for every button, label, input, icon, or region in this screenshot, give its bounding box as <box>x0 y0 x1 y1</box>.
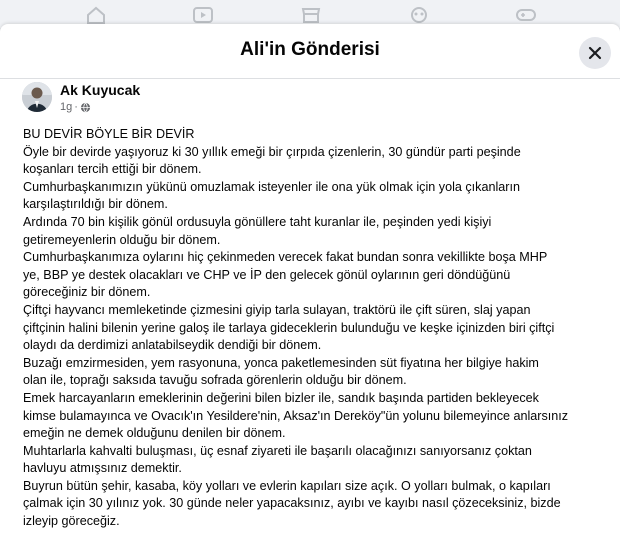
post-text-line: çalmak için 30 yılınız yok. 30 günde neler yapacaksınız, ayıbı ve kayıbı nasıl çözeceksiniz, bizde <box>23 496 561 511</box>
close-button[interactable] <box>579 37 611 69</box>
post-text-line: Öyle bir devirde yaşıyoruz ki 30 yıllık emeği bir çırpıda çizenlerin, 30 gündür parti peşinde <box>23 144 521 159</box>
post-text-line: getiremeyenlerin olduğu bir dönem. <box>23 232 221 247</box>
post-text-line: koşanları tercih ettiği bir dönem. <box>23 162 202 177</box>
post-text-line: olaydı da derdimizi anlatabilseydik dendiği bir dönem. <box>23 338 322 353</box>
post-text-line: Cumhurbaşkanımızın yükünü omuzlamak isteyenler ile ona yük olmak için yola çıkanların <box>23 179 520 194</box>
author-name[interactable]: Ak Kuyucak <box>60 82 141 98</box>
post-text <box>23 126 598 531</box>
post-text-line: Cumhurbaşkanımıza oylarını hiç çekinmeden verecek fakat bundan sonra vekillikte boşa MHP <box>23 250 548 265</box>
marketplace-icon[interactable] <box>300 6 322 24</box>
post-meta <box>60 101 91 113</box>
post-time[interactable]: 1g <box>60 101 73 113</box>
meta-separator: · <box>74 101 78 113</box>
post-text-line: göreceğiniz bir dönem. <box>23 285 151 300</box>
globe-icon <box>80 102 91 113</box>
post-text-line: BU DEVİR BÖYLE BİR DEVİR <box>23 127 195 141</box>
dialog-header <box>0 24 620 79</box>
video-icon[interactable] <box>192 6 214 24</box>
post-text-line: Muhtarlarla kahvalti buluşması, üç esnaf ziyareti ile başarılı olacağınızı sanıyorsanız çoktan <box>23 443 532 458</box>
avatar[interactable] <box>22 82 52 112</box>
post-text-line: çiftçinin halini bilenin yerine galoş ile tarlaya gideceklerin bulunduğu ve keşke içinizden biri çiftçi <box>23 320 555 335</box>
post-text-line: ye, BBP ye destek olacakları ve CHP ve İP den gelecek gönül oylarının geri döndüğünü <box>23 267 511 282</box>
post-text-line: Çiftçi hayvancı memleketinde çizmesini giyip tarla sulayan, traktörü ile çift süren, slaj yapan <box>23 302 531 317</box>
post-text-line: havluyu atmışsınız demektir. <box>23 461 182 476</box>
post-dialog <box>0 24 620 539</box>
post-header <box>0 79 620 129</box>
post-text-line: izleyip göreceğiz. <box>23 514 120 529</box>
home-icon[interactable] <box>85 6 107 24</box>
post-text-line: emeğin ne demek olduğunu denilen bir dönem. <box>23 426 286 441</box>
dialog-title: Ali'in Gönderisi <box>240 39 380 60</box>
post-text-line: karşılaştırıldığı bir dönem. <box>23 197 168 212</box>
post-text-line: kimse bulamayınca ve Ovacık'ın Yesildere'nin, Aksaz'ın Dereköy"ün yolunu bilemeyince anlarsınız <box>23 408 569 423</box>
post-text-line: Buyrun bütün şehir, kasaba, köy yolları ve evlerin kapıları size açık. O yolları bulmak, o kapıları <box>23 478 551 493</box>
groups-icon[interactable] <box>408 6 430 24</box>
close-icon <box>588 46 602 60</box>
post-text-line: Ardında 70 bin kişilik gönül ordusuyla gönüllere taht kuranlar ile, peşinden yedi kişiyi <box>23 214 492 229</box>
post-text-line: Emek harcayanların emeklerinin değerini bilen bizler ile, sandık başında partiden bekleyecek <box>23 390 539 405</box>
post-text-line: Buzağı emzirmesiden, yem rasyonuna, yonca paketlemesinden süt fiyatına her bilgiye hakim <box>23 355 539 370</box>
gaming-icon[interactable] <box>515 6 537 24</box>
post-text-line: olan ile, toprağı saksıda tavuğu sofrada görenlerin olduğu bir dönem. <box>23 373 407 388</box>
